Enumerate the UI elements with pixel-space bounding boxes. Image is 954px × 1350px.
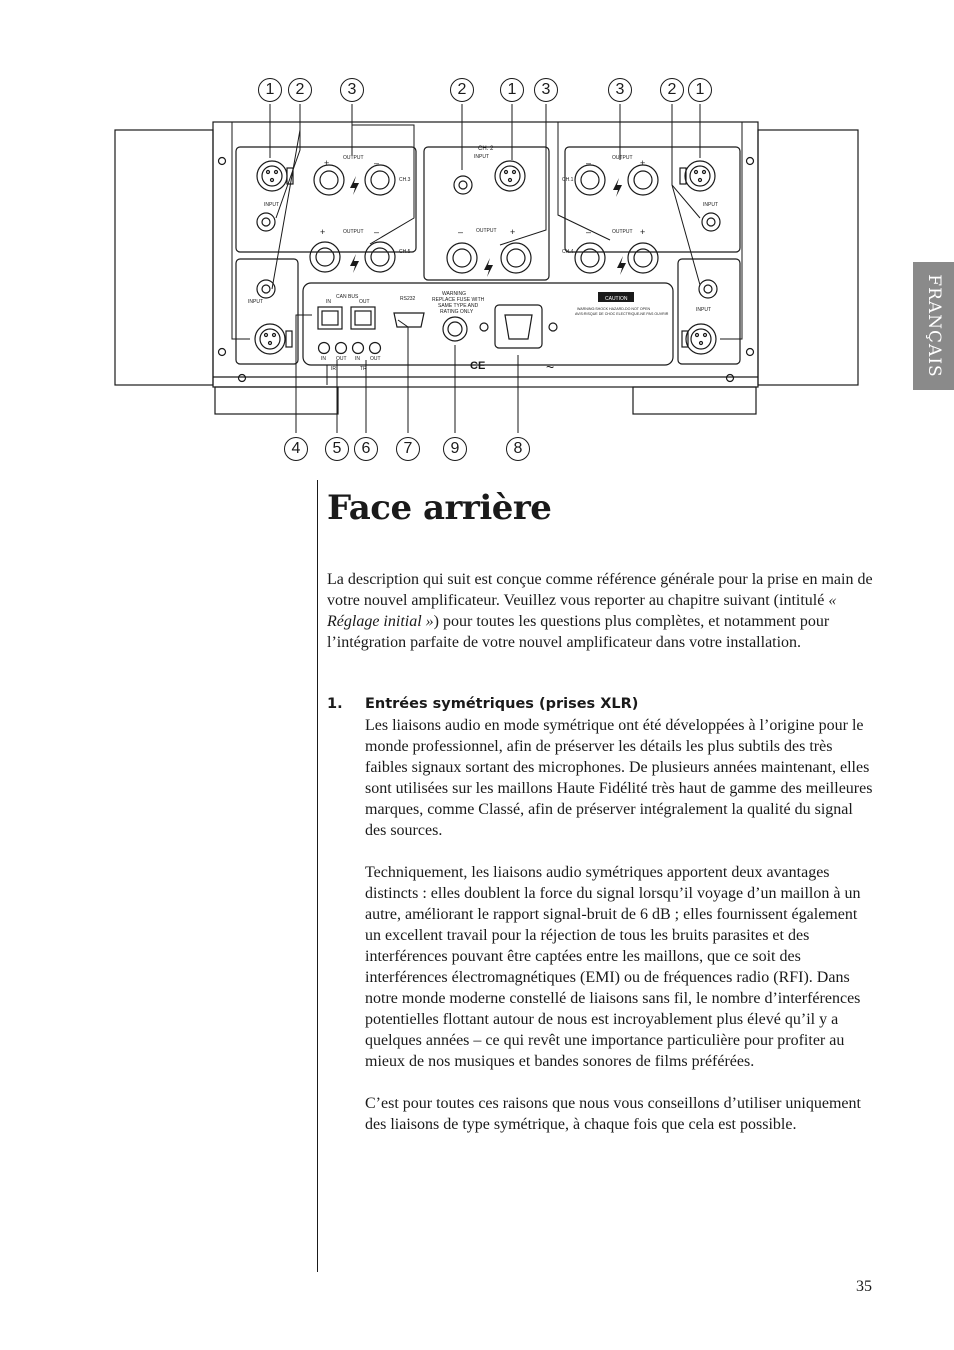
- intro-text: La description qui suit est conçue comme référence générale pour la prise en main de votre nouvel amplificateur. Veuillez vous reporter au chapitre suivant (intitulé: [327, 571, 873, 609]
- plus-sign: +: [510, 227, 516, 237]
- callout-number: 3: [340, 78, 364, 102]
- callout-number: 3: [534, 78, 558, 102]
- output-label: OUTPUT: [476, 228, 497, 234]
- callout-number: 1: [688, 78, 712, 102]
- rs232-label: RS232: [400, 296, 416, 302]
- warning-text-2: SAME TYPE AND: [438, 303, 479, 309]
- ac-symbol: ~: [546, 359, 555, 375]
- ch4-label: CH.4: [562, 249, 574, 255]
- bus-label: BUS: [348, 294, 359, 300]
- input-label: INPUT: [474, 154, 489, 160]
- out-label: OUT: [336, 356, 347, 362]
- in-label: IN: [326, 299, 331, 305]
- callout-number: 8: [506, 437, 530, 461]
- rear-panel-diagram: [0, 0, 954, 470]
- output-label: OUTPUT: [612, 229, 633, 235]
- input-label: INPUT: [248, 299, 263, 305]
- callout-number: 6: [354, 437, 378, 461]
- language-tab: [913, 262, 954, 390]
- left-foot: [215, 387, 338, 414]
- vertical-rule: [317, 480, 318, 1272]
- section-heading-text: Entrées symétriques (prises XLR): [365, 696, 639, 712]
- language-tab-label: FRANÇAIS: [923, 274, 944, 378]
- ch2-label: CH. 2: [478, 146, 494, 152]
- ch3-label: CH.3: [399, 177, 411, 183]
- right-side-panel: [758, 130, 858, 385]
- out-label: OUT: [370, 356, 381, 362]
- section-heading: [327, 694, 877, 715]
- callout-number: 3: [608, 78, 632, 102]
- input-label: INPUT: [264, 202, 279, 208]
- minus-sign: –: [586, 227, 592, 237]
- output-label: OUTPUT: [343, 155, 364, 161]
- page-title: Face arrière: [327, 488, 552, 528]
- callout-number: 5: [325, 437, 349, 461]
- input-label: INPUT: [703, 202, 718, 208]
- plus-sign: +: [640, 227, 646, 237]
- callout-number: 9: [443, 437, 467, 461]
- left-side-panel: [115, 130, 213, 385]
- section-item-1: [327, 694, 877, 1156]
- callout-number: 1: [258, 78, 282, 102]
- caution-label: CAUTION: [605, 296, 628, 302]
- ir-label: IR: [331, 366, 336, 372]
- can-label: CAN: [336, 294, 347, 300]
- ch1-label: CH.1: [562, 177, 574, 183]
- input-label: INPUT: [696, 307, 711, 313]
- page-number: 35: [856, 1278, 872, 1295]
- out-label: OUT: [359, 299, 370, 305]
- output-label: OUTPUT: [612, 155, 633, 161]
- ce-mark: CE: [470, 360, 486, 372]
- output-label: OUTPUT: [343, 229, 364, 235]
- intro-text-end: ) pour toutes les questions plus complètes, et notamment pour l’intégration parfaite de votre nouvel amplificateur dans votre installation.: [327, 613, 830, 651]
- tr-label: TR: [360, 366, 367, 372]
- in-label: IN: [321, 356, 326, 362]
- minus-sign: –: [458, 227, 464, 237]
- section-paragraph: Techniquement, les liaisons audio symétriques apportent deux avantages distincts : elles doublent la force du signal lorsqu’il voyage d’un maillon à un autre, améliorant le rapport signal-bruit de 6 dB ; elles fournissent également un excellent travail pour la réjection de tous les bruits parasites et des interférences pouvant être captées entre les maillons, que ce soit des interférences électromagnétiques (EMI) ou de fréquences radio (RFI). Dans notre monde moderne constellé de liaisons sans fil, le nombre d’interférences potentielles flottant autour de nous est incroyablement plus élevé qu’il y a quelques années – ce qui revêt une importance particulière pour profiter au mieux de nos musiques et bandes sonores de films préférées.: [365, 864, 861, 1070]
- rear-panel-drawing: [0, 0, 954, 470]
- callout-number: 2: [450, 78, 474, 102]
- minus-sign: –: [374, 158, 380, 168]
- intro-emphasis: « Réglage initial »: [327, 592, 837, 630]
- in-label: IN: [355, 356, 360, 362]
- section-paragraph: Les liaisons audio en mode symétrique ont été développées à l’origine pour le monde professionnel, afin de préserver les détails les plus subtils des très faibles signaux sortant des microphones. De plusieurs années maintenant, elles sont utilisées sur les maillons Haute Fidélité très haut de gamme des meilleures marques, comme Classé, afin de préserver intégralement la qualité du signal des sources.: [365, 717, 873, 839]
- callout-number: 7: [396, 437, 420, 461]
- plus-sign: +: [324, 158, 330, 168]
- callout-number: 2: [660, 78, 684, 102]
- section-number: 1.: [327, 696, 343, 712]
- plus-sign: +: [320, 227, 326, 237]
- minus-sign: –: [586, 158, 592, 168]
- caution-text-2: AVIS:RISQUE DE CHOC ELECTRIQUE-NE PAS OUVRIR: [575, 312, 669, 316]
- ch5-label: CH.5: [399, 249, 411, 255]
- callout-number: 1: [500, 78, 524, 102]
- intro-paragraph: [327, 569, 877, 653]
- warning-label: WARNING: [442, 291, 466, 297]
- warning-text-1: REPLACE FUSE WITH: [432, 297, 485, 303]
- plus-sign: +: [640, 158, 646, 168]
- minus-sign: –: [374, 227, 380, 237]
- callout-number: 2: [288, 78, 312, 102]
- caution-text-1: WARNING:SHOCK HAZARD-DO NOT OPEN: [577, 307, 651, 311]
- warning-text-3: RATING ONLY: [440, 309, 474, 315]
- section-paragraph: C’est pour toutes ces raisons que nous vous conseillons d’utiliser uniquement des liaisons de type symétrique, à chaque fois que cela est possible.: [365, 1095, 861, 1133]
- section-body: [365, 715, 877, 1135]
- callout-number: 4: [284, 437, 308, 461]
- right-foot: [633, 387, 756, 414]
